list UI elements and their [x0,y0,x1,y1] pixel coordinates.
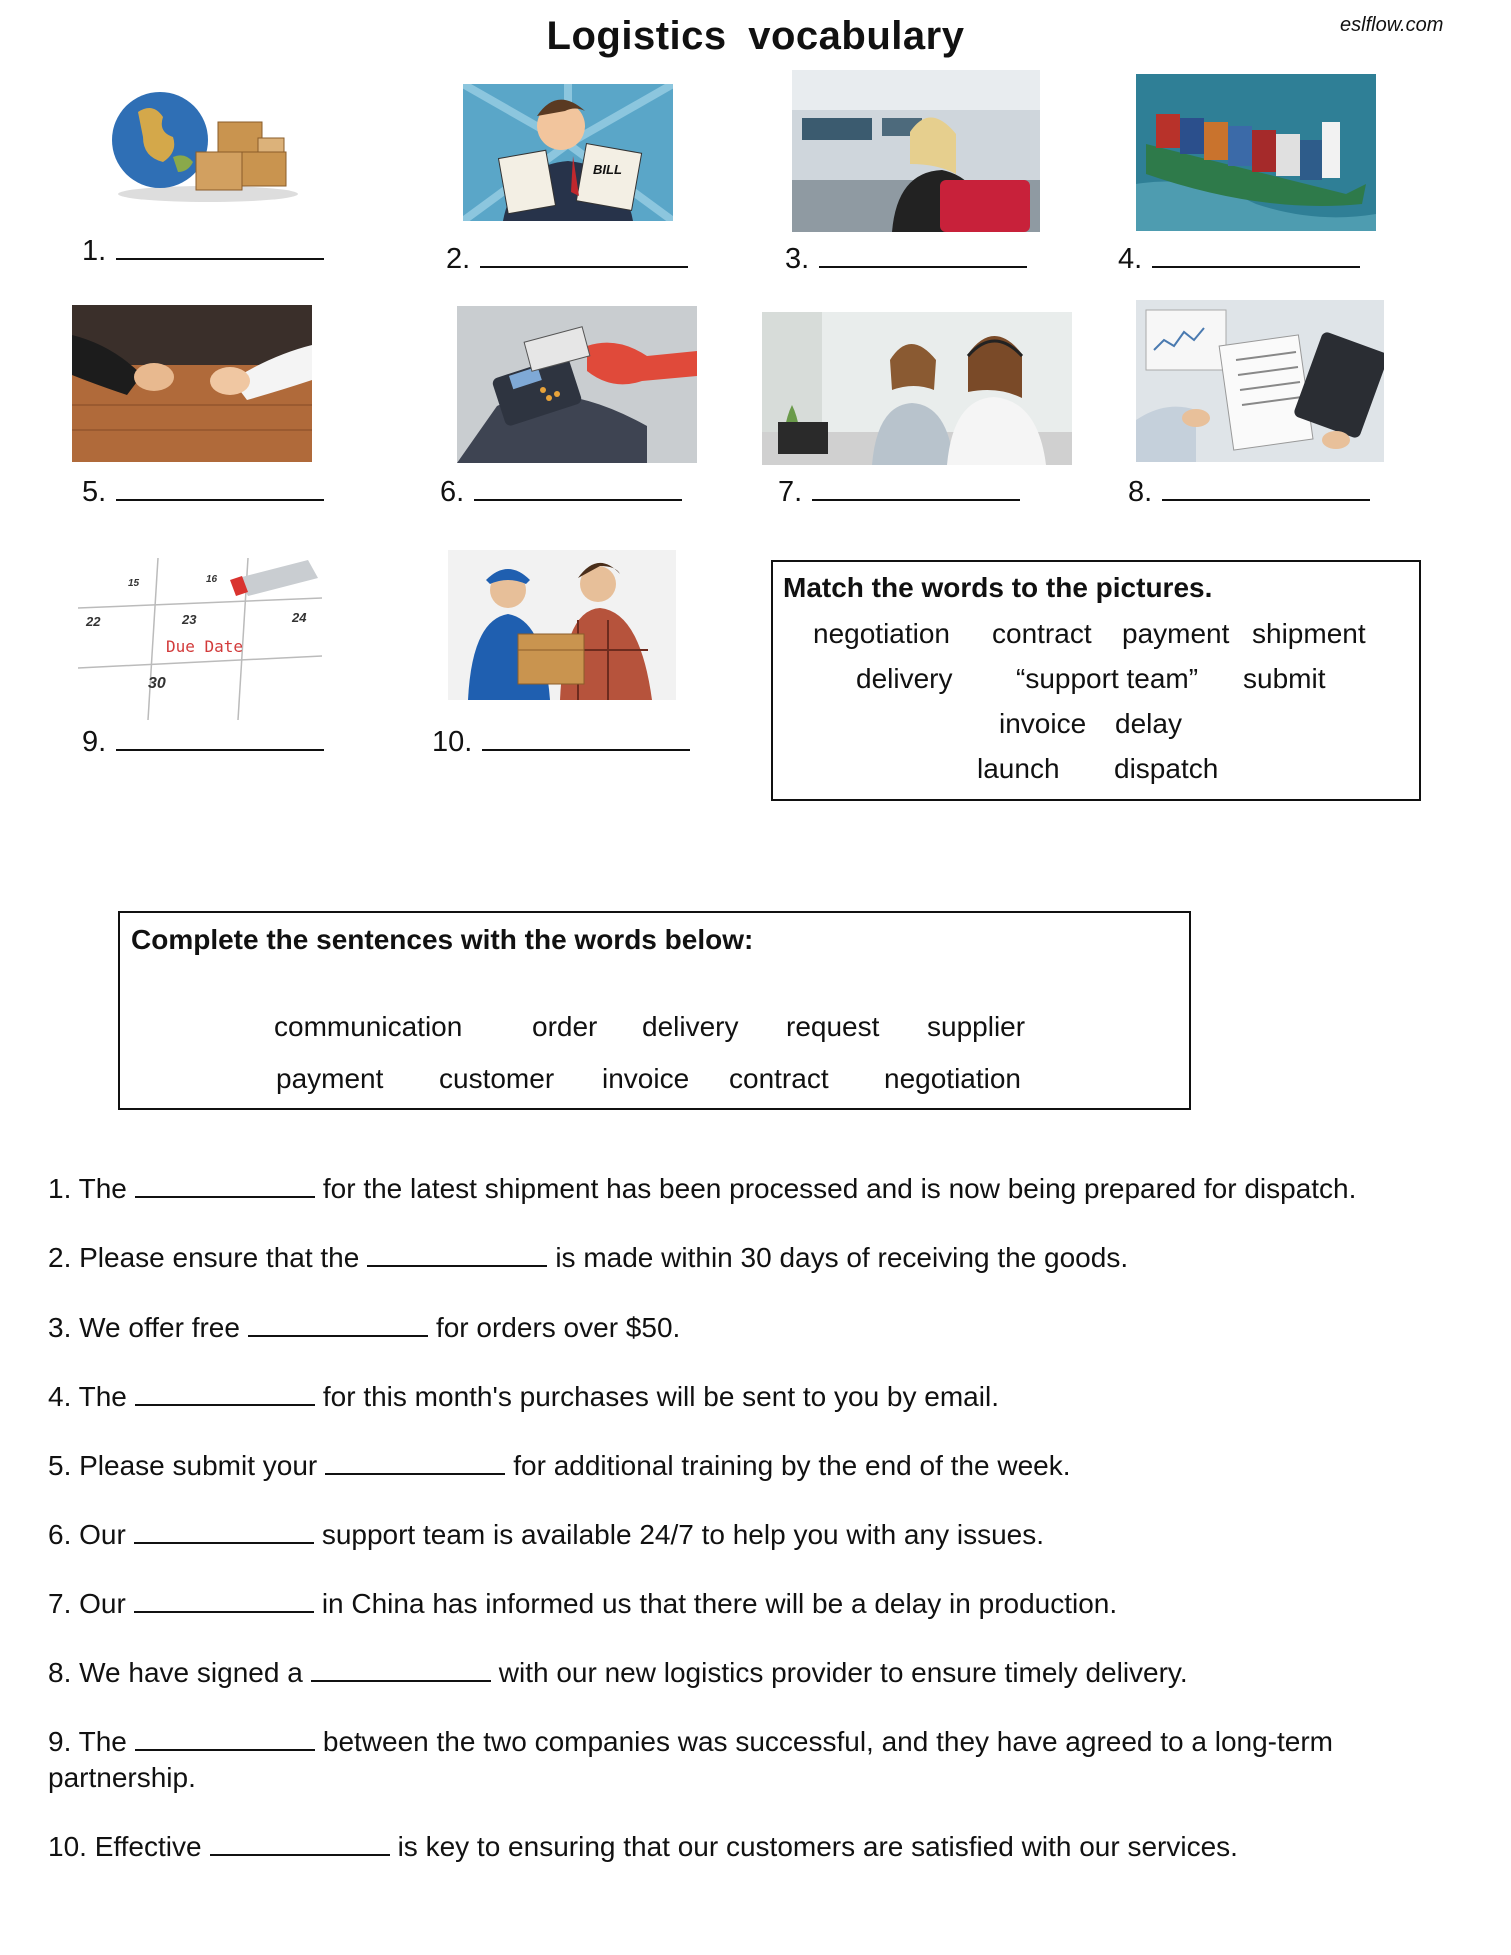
word-bank-word: supplier [927,1011,1026,1042]
sentence-10: 10. Effective is key to ensuring that our customers are satisfied with our services. [48,1831,1238,1862]
word-bank-word: order [532,1011,598,1042]
match-word: dispatch [1114,753,1219,784]
picture-2-answer[interactable]: 2. [446,242,688,276]
courier-delivering-box-icon [448,550,676,700]
calendar-day-24: 24 [292,610,307,625]
calendar-day-30: 30 [148,675,166,692]
word-bank-word: invoice [602,1063,690,1094]
sentence-3: 3. We offer free for orders over $50. [48,1312,681,1343]
sentence-5: 5. Please submit your for additional training by the end of the week. [48,1450,1071,1481]
word-bank-word: payment [276,1063,384,1094]
sentence-8: 8. We have signed a with our new logistics provider to ensure timely delivery. [48,1657,1188,1688]
word-bank-word: negotiation [884,1063,1022,1094]
sentence-blank[interactable] [134,1520,314,1544]
word-bank-word: customer [439,1063,555,1094]
picture-6-answer[interactable]: 6. [440,475,682,509]
sentence-blank[interactable] [325,1451,505,1475]
woman-waiting-airport-icon [792,70,1040,232]
picture-3-answer[interactable]: 3. [785,242,1027,276]
word-bank-word: delivery [642,1011,739,1042]
picture-5-answer[interactable]: 5. [82,475,324,509]
sentence-2: 2. Please ensure that the is made within 30 days of receiving the goods. [48,1242,1129,1273]
documents-tablet-icon [1136,300,1384,462]
calendar-due-date-icon [78,558,322,720]
calendar-day-16: 16 [206,574,218,585]
picture-1-answer[interactable]: 1. [82,234,324,268]
match-word: shipment [1252,618,1366,649]
bill-label: BILL [593,162,622,177]
word-bank-word: request [786,1011,880,1042]
globe-boxes-icon [108,82,304,204]
picture-9-answer[interactable]: 9. [82,725,324,759]
word-bank-title: Complete the sentences with the words below: [131,924,754,955]
page-title: Logistics vocabulary [546,14,965,58]
sentence-4: 4. The for this month's purchases will be sent to you by email. [48,1381,999,1412]
calendar-day-15: 15 [128,578,140,589]
match-word: invoice [999,708,1087,739]
picture-8-answer[interactable]: 8. [1128,475,1370,509]
sentence-blank[interactable] [134,1589,314,1613]
match-word: launch [977,753,1060,784]
match-word: “support team” [1016,663,1199,694]
sentence-blank[interactable] [135,1727,315,1751]
sentence-1: 1. The for the latest shipment has been processed and is now being prepared for dispatch. [48,1173,1357,1204]
picture-10-answer[interactable]: 10. [432,725,690,759]
picture-4-answer[interactable]: 4. [1118,242,1360,276]
match-word: contract [992,618,1092,649]
match-word: delay [1115,708,1182,739]
sentence-blank[interactable] [311,1658,491,1682]
match-word: submit [1243,663,1326,694]
word-bank-word: communication [274,1011,463,1042]
match-word: delivery [856,663,953,694]
calendar-day-23: 23 [182,612,197,627]
sentence-blank[interactable] [248,1313,428,1337]
call-center-headset-icon [762,312,1072,465]
sentence-6: 6. Our support team is available 24/7 to help you with any issues. [48,1519,1045,1550]
clasped-hands-table-icon [72,305,312,462]
card-payment-terminal-icon [457,306,697,463]
sentence-blank[interactable] [367,1243,547,1267]
calendar-day-22: 22 [86,614,101,629]
container-ship-icon [1136,74,1376,231]
match-word: negotiation [813,618,951,649]
sentence-9: 9. The between the two companies was successful, and they have agreed to a long-term partnership. [48,1726,1334,1793]
man-reading-bill-icon [463,84,673,221]
match-box-title: Match the words to the pictures. [783,572,1213,603]
match-word: payment [1122,618,1230,649]
sentence-blank[interactable] [135,1174,315,1198]
sentence-blank[interactable] [135,1382,315,1406]
due-date-text: Due Date [166,637,244,656]
sentence-7: 7. Our in China has informed us that there will be a delay in production. [48,1588,1118,1619]
word-bank-word: contract [729,1063,829,1094]
sentence-blank[interactable] [210,1832,390,1856]
brand-label: eslflow.com [1340,14,1444,36]
picture-7-answer[interactable]: 7. [778,475,1020,509]
